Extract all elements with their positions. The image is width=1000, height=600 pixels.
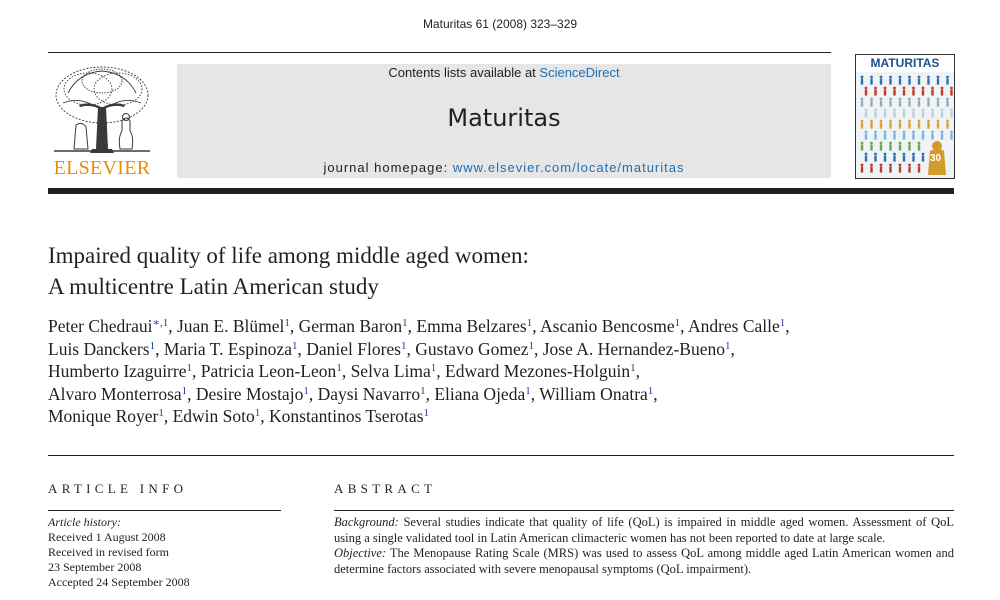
author-affiliation-mark[interactable]: 1: [525, 384, 531, 397]
journal-name: Maturitas: [447, 104, 561, 132]
author-name[interactable]: Desire Mostajo: [195, 383, 304, 404]
author-affiliation-mark[interactable]: 1: [725, 339, 731, 352]
abstract-heading: ABSTRACT: [334, 481, 437, 496]
objective-label: Objective:: [334, 546, 387, 560]
top-rule: [48, 52, 831, 53]
author-separator: ,: [341, 361, 351, 381]
author-affiliation-mark[interactable]: 1: [779, 317, 786, 329]
author-separator: ,: [730, 338, 735, 359]
author-separator: ,: [680, 316, 688, 336]
author-separator: ,: [168, 316, 177, 336]
elsevier-wordmark: ELSEVIER: [53, 157, 151, 179]
author-separator: ,: [163, 406, 173, 426]
author-separator: ,: [297, 338, 307, 359]
article-info-heading: ARTICLE INFO: [48, 481, 188, 496]
author-affiliation-mark[interactable]: 1: [430, 362, 437, 374]
author-separator: ,: [187, 383, 196, 404]
author-affiliation-mark[interactable]: 1: [526, 317, 533, 329]
author-name[interactable]: Alvaro Monterrosa: [48, 383, 182, 404]
author-affiliation-mark[interactable]: 1: [423, 407, 429, 419]
author-name[interactable]: Edwin Soto: [172, 406, 255, 426]
objective-text: The Menopause Rating Scale (MRS) was used to assess QoL among middle aged Latin American women and determine factors associated with severe menopausal symptoms (QoL impairment).: [334, 546, 954, 576]
abstract-background: [334, 515, 954, 546]
author-list: [48, 315, 958, 428]
author-name[interactable]: Humberto Izaguirre: [48, 361, 187, 381]
cover-title: MATURITAS: [870, 56, 940, 70]
author-affiliation-mark[interactable]: 1: [630, 362, 636, 374]
author-name[interactable]: Peter Chedraui: [48, 316, 153, 336]
author-separator: ,: [635, 361, 641, 381]
author-separator: ,: [191, 361, 201, 381]
author-name[interactable]: William Onatra: [539, 383, 648, 404]
article-title: [48, 240, 954, 302]
header-thick-rule: [48, 188, 954, 194]
abstract-rule: [334, 510, 954, 511]
contents-line: [177, 64, 831, 80]
author-separator: ,: [530, 383, 540, 404]
history-label: Article history:: [48, 515, 121, 529]
author-affiliation-mark[interactable]: 1: [149, 339, 156, 352]
title-line-1: Impaired quality of life among middle aged women:: [48, 243, 529, 268]
article-info-rule: [48, 510, 281, 511]
author-name[interactable]: Selva Lima: [350, 361, 431, 381]
title-line-2: A multicentre Latin American study: [48, 274, 379, 299]
author-separator: ,: [534, 338, 543, 359]
author-affiliation-mark[interactable]: 1: [284, 317, 290, 329]
cover-anniversary-badge: 30: [930, 153, 942, 164]
author-affiliation-mark[interactable]: 1: [402, 317, 408, 329]
author-affiliation-mark[interactable]: 1: [647, 384, 654, 397]
author-separator: ,: [155, 338, 164, 359]
article-history: [48, 515, 288, 590]
revised-date: 23 September 2008: [48, 560, 142, 574]
author-name[interactable]: Edward Mezones-Holguin: [445, 361, 631, 381]
author-separator: ,: [653, 383, 658, 404]
homepage-link[interactable]: www.elsevier.com/locate/maturitas: [452, 160, 685, 175]
author-name[interactable]: Konstantinos Tserotas: [269, 406, 424, 426]
sciencedirect-link[interactable]: ScienceDirect: [539, 65, 620, 80]
author-name[interactable]: Emma Belzares: [416, 316, 527, 336]
author-affiliation-mark[interactable]: 1: [291, 339, 298, 352]
author-affiliation-mark[interactable]: 1: [420, 384, 426, 397]
author-name[interactable]: Jose A. Hernandez-Bueno: [542, 338, 725, 359]
section-rule: [48, 455, 954, 456]
author-separator: ,: [532, 316, 541, 336]
author-name[interactable]: Daniel Flores: [306, 338, 401, 359]
author-separator: ,: [407, 316, 417, 336]
journal-homepage: [177, 160, 831, 175]
author-name[interactable]: German Baron: [298, 316, 403, 336]
author-separator: ,: [308, 383, 318, 404]
author-affiliation-mark[interactable]: 1: [181, 384, 188, 397]
author-affiliation-mark[interactable]: ∗,1: [152, 317, 169, 329]
author-affiliation-mark[interactable]: 1: [674, 317, 681, 329]
author-name[interactable]: Ascanio Bencosme: [540, 316, 675, 336]
author-name[interactable]: Eliana Ojeda: [434, 383, 526, 404]
author-name[interactable]: Andres Calle: [687, 316, 780, 336]
received-date: Received 1 August 2008: [48, 530, 166, 544]
author-name[interactable]: Maria T. Espinoza: [163, 338, 292, 359]
author-separator: ,: [406, 338, 416, 359]
author-separator: ,: [425, 383, 435, 404]
author-name[interactable]: Patricia Leon-Leon: [200, 361, 337, 381]
author-affiliation-mark[interactable]: 1: [528, 339, 534, 352]
author-affiliation-mark[interactable]: 1: [254, 407, 261, 419]
author-name[interactable]: Luis Danckers: [48, 338, 150, 359]
author-separator: ,: [785, 316, 790, 336]
author-name[interactable]: Monique Royer: [48, 406, 159, 426]
author-affiliation-mark[interactable]: 1: [186, 362, 192, 374]
abstract-objective: [334, 546, 954, 577]
journal-citation: Maturitas 61 (2008) 323–329: [422, 17, 578, 31]
author-affiliation-mark[interactable]: 1: [303, 384, 309, 397]
author-name[interactable]: Gustavo Gomez: [415, 338, 529, 359]
contents-prefix: Contents lists available at: [388, 65, 540, 80]
author-name[interactable]: Juan E. Blümel: [176, 316, 285, 336]
background-label: Background:: [334, 515, 399, 529]
author-affiliation-mark[interactable]: 1: [401, 339, 407, 352]
author-affiliation-mark[interactable]: 1: [158, 407, 164, 419]
accepted-date: Accepted 24 September 2008: [48, 575, 190, 589]
journal-cover[interactable]: [855, 54, 955, 179]
author-separator: ,: [289, 316, 299, 336]
revised-label: Received in revised form: [48, 545, 169, 559]
author-affiliation-mark[interactable]: 1: [336, 362, 342, 374]
author-separator: ,: [436, 361, 445, 381]
abstract-body: [334, 515, 954, 577]
homepage-label: journal homepage:: [323, 160, 453, 175]
elsevier-tree-icon: [48, 63, 156, 155]
journal-banner: [177, 64, 831, 178]
author-name[interactable]: Daysi Navarro: [317, 383, 421, 404]
author-separator: ,: [260, 406, 270, 426]
elsevier-logo[interactable]: [48, 63, 156, 179]
background-text: Several studies indicate that quality of life (QoL) is impaired in middle aged women. Assessment of QoL using a single validated tool in Latin American climacteric women has not been reported to date at large scale.: [334, 515, 954, 545]
